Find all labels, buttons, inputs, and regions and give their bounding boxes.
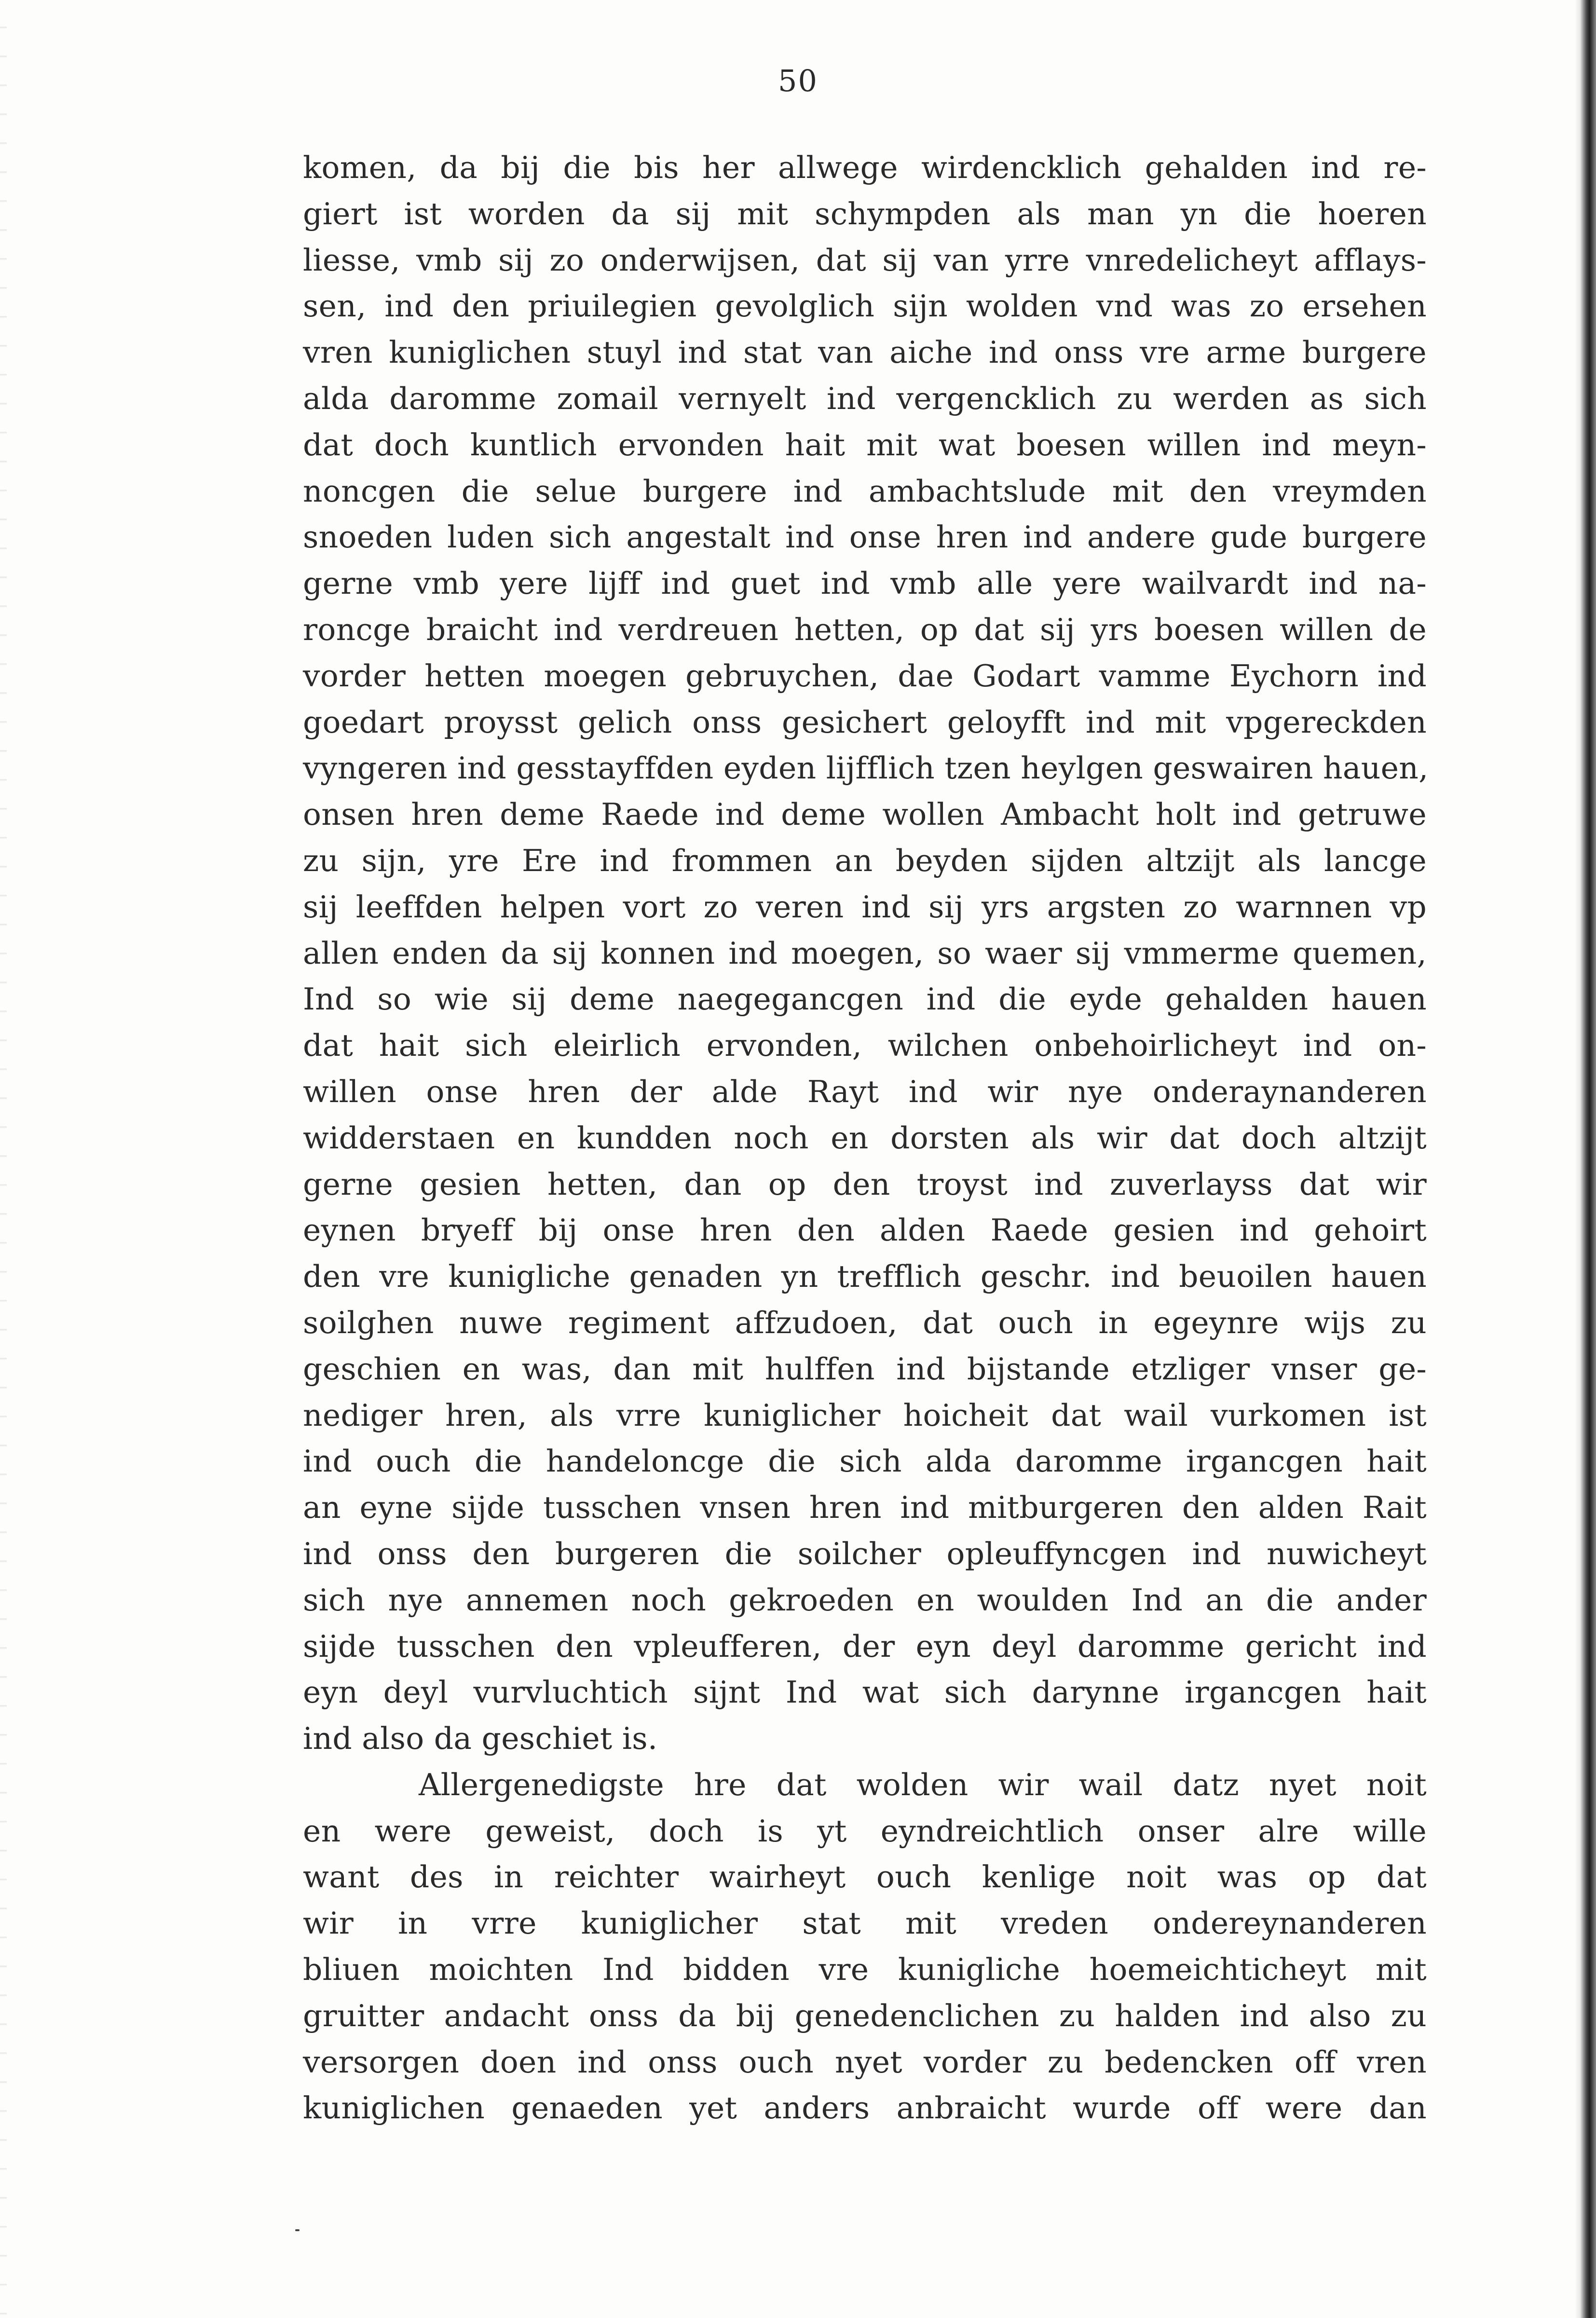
text-line: liesse, vmb sij zo onderwijsen, dat sij van yrre vnredelicheyt afflays- <box>303 242 1427 278</box>
text-line: dat hait sich eleirlich ervonden, wilchen onbehoirlicheyt ind on- <box>303 1028 1427 1064</box>
page-number: 50 <box>778 63 818 98</box>
text-line: want des in reichter wairheyt ouch kenlige noit was op dat <box>303 1859 1427 1895</box>
text-line: wir in vrre kuniglicher stat mit vreden ondereynanderen <box>303 1906 1427 1941</box>
text-line: ind also da geschiet is. <box>303 1721 658 1757</box>
text-line: Ind so wie sij deme naegegancgen ind die eyde gehalden hauen <box>303 982 1427 1017</box>
text-line: gruitter andacht onss da bij genedenclichen zu halden ind also zu <box>303 1998 1427 2033</box>
text-line: en were geweist, doch is yt eyndreichtlich onser alre wille <box>303 1813 1427 1849</box>
text-line: alda daromme zomail vernyelt ind vergencklich zu werden as sich <box>303 381 1427 416</box>
text-line: kuniglichen genaeden yet anders anbraicht wurde off were dan <box>303 2090 1427 2126</box>
text-line: sij leeffden helpen vort zo veren ind sij yrs argsten zo warnnen vp <box>303 889 1427 925</box>
text-line: noncgen die selue burgere ind ambachtslude mit den vreymden <box>303 473 1427 509</box>
text-line: sich nye annemen noch gekroeden en woulden Ind an die ander <box>303 1582 1427 1618</box>
text-line: allen enden da sij konnen ind moegen, so waer sij vmmerme quemen, <box>303 935 1427 971</box>
text-line: Allergenedigste hre dat wolden wir wail datz nyet noit <box>419 1767 1427 1802</box>
text-line: roncge braicht ind verdreuen hetten, op dat sij yrs boesen willen de <box>303 612 1427 647</box>
text-line: vyngeren ind gesstayffden eyden lijfflich tzen heylgen geswairen hauen, <box>303 750 1429 786</box>
text-line: geschien en was, dan mit hulffen ind bijstande etzliger vnser ge- <box>303 1351 1427 1387</box>
text-line: nediger hren, als vrre kuniglicher hoicheit dat wail vurkomen ist <box>303 1397 1427 1433</box>
text-line: ind onss den burgeren die soilcher opleuffyncgen ind nuwicheyt <box>303 1536 1427 1571</box>
text-line: komen, da bij die bis her allwege wirdencklich gehalden ind re- <box>303 150 1427 185</box>
text-line: soilghen nuwe regiment affzudoen, dat ouch in egeynre wijs zu <box>303 1305 1427 1340</box>
text-line: bliuen moichten Ind bidden vre kunigliche hoemeichticheyt mit <box>303 1952 1427 1988</box>
text-line: versorgen doen ind onss ouch nyet vorder zu bedencken off vren <box>303 2044 1427 2080</box>
text-line: gerne gesien hetten, dan op den troyst ind zuverlayss dat wir <box>303 1166 1427 1202</box>
text-line: eyn deyl vurvluchtich sijnt Ind wat sich darynne irgancgen hait <box>303 1675 1427 1710</box>
text-line: zu sijn, yre Ere ind frommen an beyden sijden altzijt als lancge <box>303 843 1427 878</box>
text-line: eynen bryeff bij onse hren den alden Raede gesien ind gehoirt <box>303 1213 1427 1248</box>
text-line: vren kuniglichen stuyl ind stat van aiche ind onss vre arme burgere <box>303 335 1427 370</box>
text-line: ind ouch die handeloncge die sich alda daromme irgancgen hait <box>303 1444 1427 1479</box>
text-line: an eyne sijde tusschen vnsen hren ind mitburgeren den alden Rait <box>303 1490 1427 1526</box>
text-line: sijde tusschen den vpleufferen, der eyn deyl daromme gericht ind <box>303 1628 1427 1664</box>
text-line: onsen hren deme Raede ind deme wollen Ambacht holt ind getruwe <box>303 797 1427 832</box>
text-line: gerne vmb yere lijff ind guet ind vmb alle yere wailvardt ind na- <box>303 566 1427 601</box>
text-line: snoeden luden sich angestalt ind onse hren ind andere gude burgere <box>303 519 1427 555</box>
text-line: goedart proysst gelich onss gesichert geloyfft ind mit vpgereckden <box>303 704 1427 740</box>
text-line: widderstaen en kundden noch en dorsten als wir dat doch altzijt <box>303 1120 1427 1156</box>
text-line: dat doch kuntlich ervonden hait mit wat boesen willen ind meyn- <box>303 427 1427 463</box>
text-line: den vre kunigliche genaden yn trefflich geschr. ind beuoilen hauen <box>303 1259 1427 1295</box>
text-line: sen, ind den priuilegien gevolglich sijn wolden vnd was zo ersehen <box>303 288 1427 324</box>
text-line: giert ist worden da sij mit schympden als man yn die hoeren <box>303 196 1427 232</box>
text-line: willen onse hren der alde Rayt ind wir nye onderaynanderen <box>303 1074 1427 1109</box>
book-binding-edge <box>1575 0 1596 2318</box>
scan-edge-left <box>0 0 7 2318</box>
text-line: vorder hetten moegen gebruychen, dae Godart vamme Eychorn ind <box>303 658 1427 694</box>
body-text <box>303 145 1427 2131</box>
scan-speck <box>295 2229 300 2231</box>
